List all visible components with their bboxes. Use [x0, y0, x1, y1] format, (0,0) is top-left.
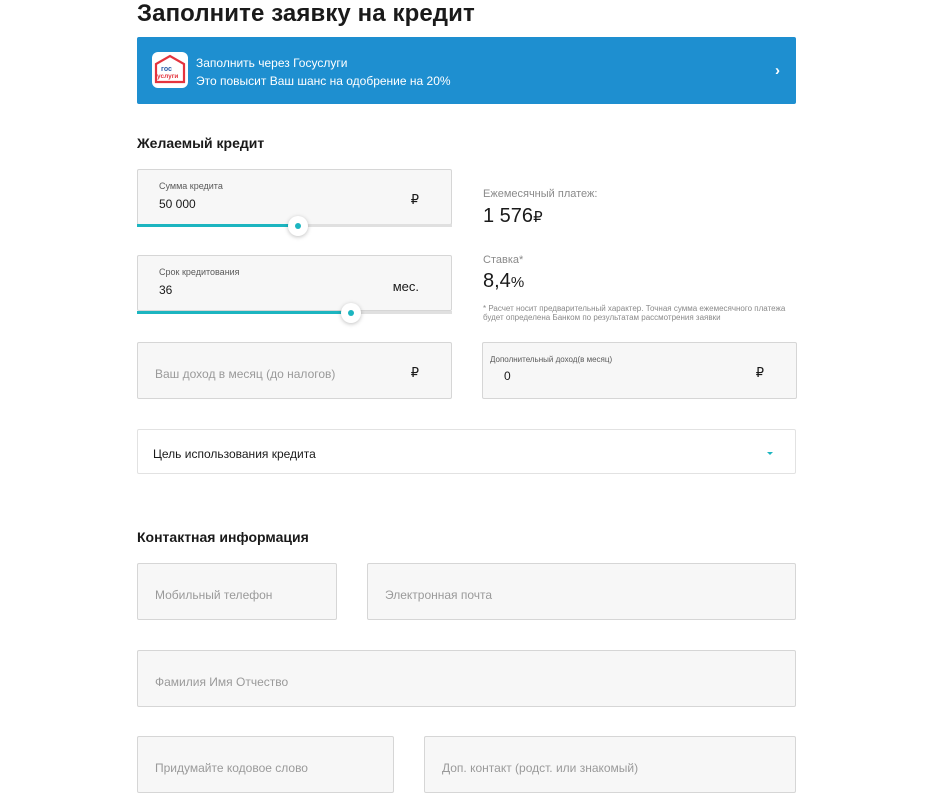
email-input[interactable]: [367, 563, 796, 620]
credit-term-label: Срок кредитования: [159, 267, 240, 277]
extra-contact-input[interactable]: [424, 736, 796, 793]
full-name-placeholder: Фамилия Имя Отчество: [155, 675, 289, 689]
rate-label: Ставка*: [483, 254, 524, 266]
credit-purpose-select[interactable]: [137, 429, 796, 474]
credit-amount-slider-fill: [137, 224, 298, 227]
credit-term-value[interactable]: 36: [159, 283, 173, 297]
gosuslugi-banner[interactable]: [137, 37, 796, 104]
full-name-input[interactable]: [137, 650, 796, 707]
credit-term-slider-handle[interactable]: [341, 303, 361, 323]
monthly-payment-amount: 1 576: [483, 205, 534, 227]
ruble-icon: ₽: [755, 365, 764, 380]
chevron-right-icon[interactable]: ›: [775, 62, 780, 79]
ruble-icon: ₽: [533, 209, 543, 226]
monthly-payment-label: Ежемесячный платеж:: [483, 188, 598, 200]
svg-text:услуги: услуги: [157, 73, 179, 80]
page-title: Заполните заявку на кредит: [137, 0, 475, 27]
rate-number: 8,4: [483, 270, 511, 292]
gosuslugi-subtitle: Это повысит Ваш шанс на одобрение на 20%: [196, 74, 451, 88]
phone-input[interactable]: [137, 563, 337, 620]
svg-text:гос: гос: [161, 66, 172, 73]
credit-section-title: Желаемый кредит: [137, 135, 265, 151]
credit-amount-label: Сумма кредита: [159, 181, 223, 191]
credit-term-slider[interactable]: [137, 311, 452, 314]
chevron-down-icon[interactable]: [767, 452, 773, 455]
credit-purpose-placeholder: Цель использования кредита: [153, 447, 316, 461]
email-placeholder: Электронная почта: [385, 588, 493, 602]
credit-term-slider-fill: [137, 311, 351, 314]
income-field[interactable]: [137, 342, 452, 399]
monthly-payment-value: [483, 205, 543, 228]
phone-placeholder: Мобильный телефон: [155, 588, 273, 602]
ruble-icon: ₽: [410, 192, 419, 207]
credit-amount-slider-handle[interactable]: [288, 216, 308, 236]
extra-income-label: Дополнительный доход(в месяц): [490, 355, 613, 364]
ruble-icon: ₽: [410, 365, 419, 380]
rate-value: [483, 270, 524, 293]
extra-income-field[interactable]: [482, 342, 797, 399]
gosuslugi-logo-icon: [152, 52, 188, 88]
credit-term-unit: мес.: [392, 279, 419, 294]
extra-contact-placeholder: Доп. контакт (родст. или знакомый): [442, 761, 639, 775]
codeword-placeholder: Придумайте кодовое слово: [155, 761, 308, 775]
income-placeholder: Ваш доход в месяц (до налогов): [155, 367, 336, 381]
extra-income-value[interactable]: 0: [504, 369, 511, 383]
gosuslugi-title: Заполнить через Госуслуги: [196, 56, 348, 70]
codeword-input[interactable]: [137, 736, 394, 793]
credit-amount-value[interactable]: 50 000: [159, 197, 196, 211]
credit-term-field[interactable]: [137, 255, 452, 311]
calculation-footnote: * Расчет носит предварительный характер. Точная сумма ежемесячного платежа будет определена Банком по результатам рассмотрения заявки: [483, 304, 786, 322]
contacts-section-title: Контактная информация: [137, 529, 309, 545]
percent-sign: %: [510, 274, 525, 291]
